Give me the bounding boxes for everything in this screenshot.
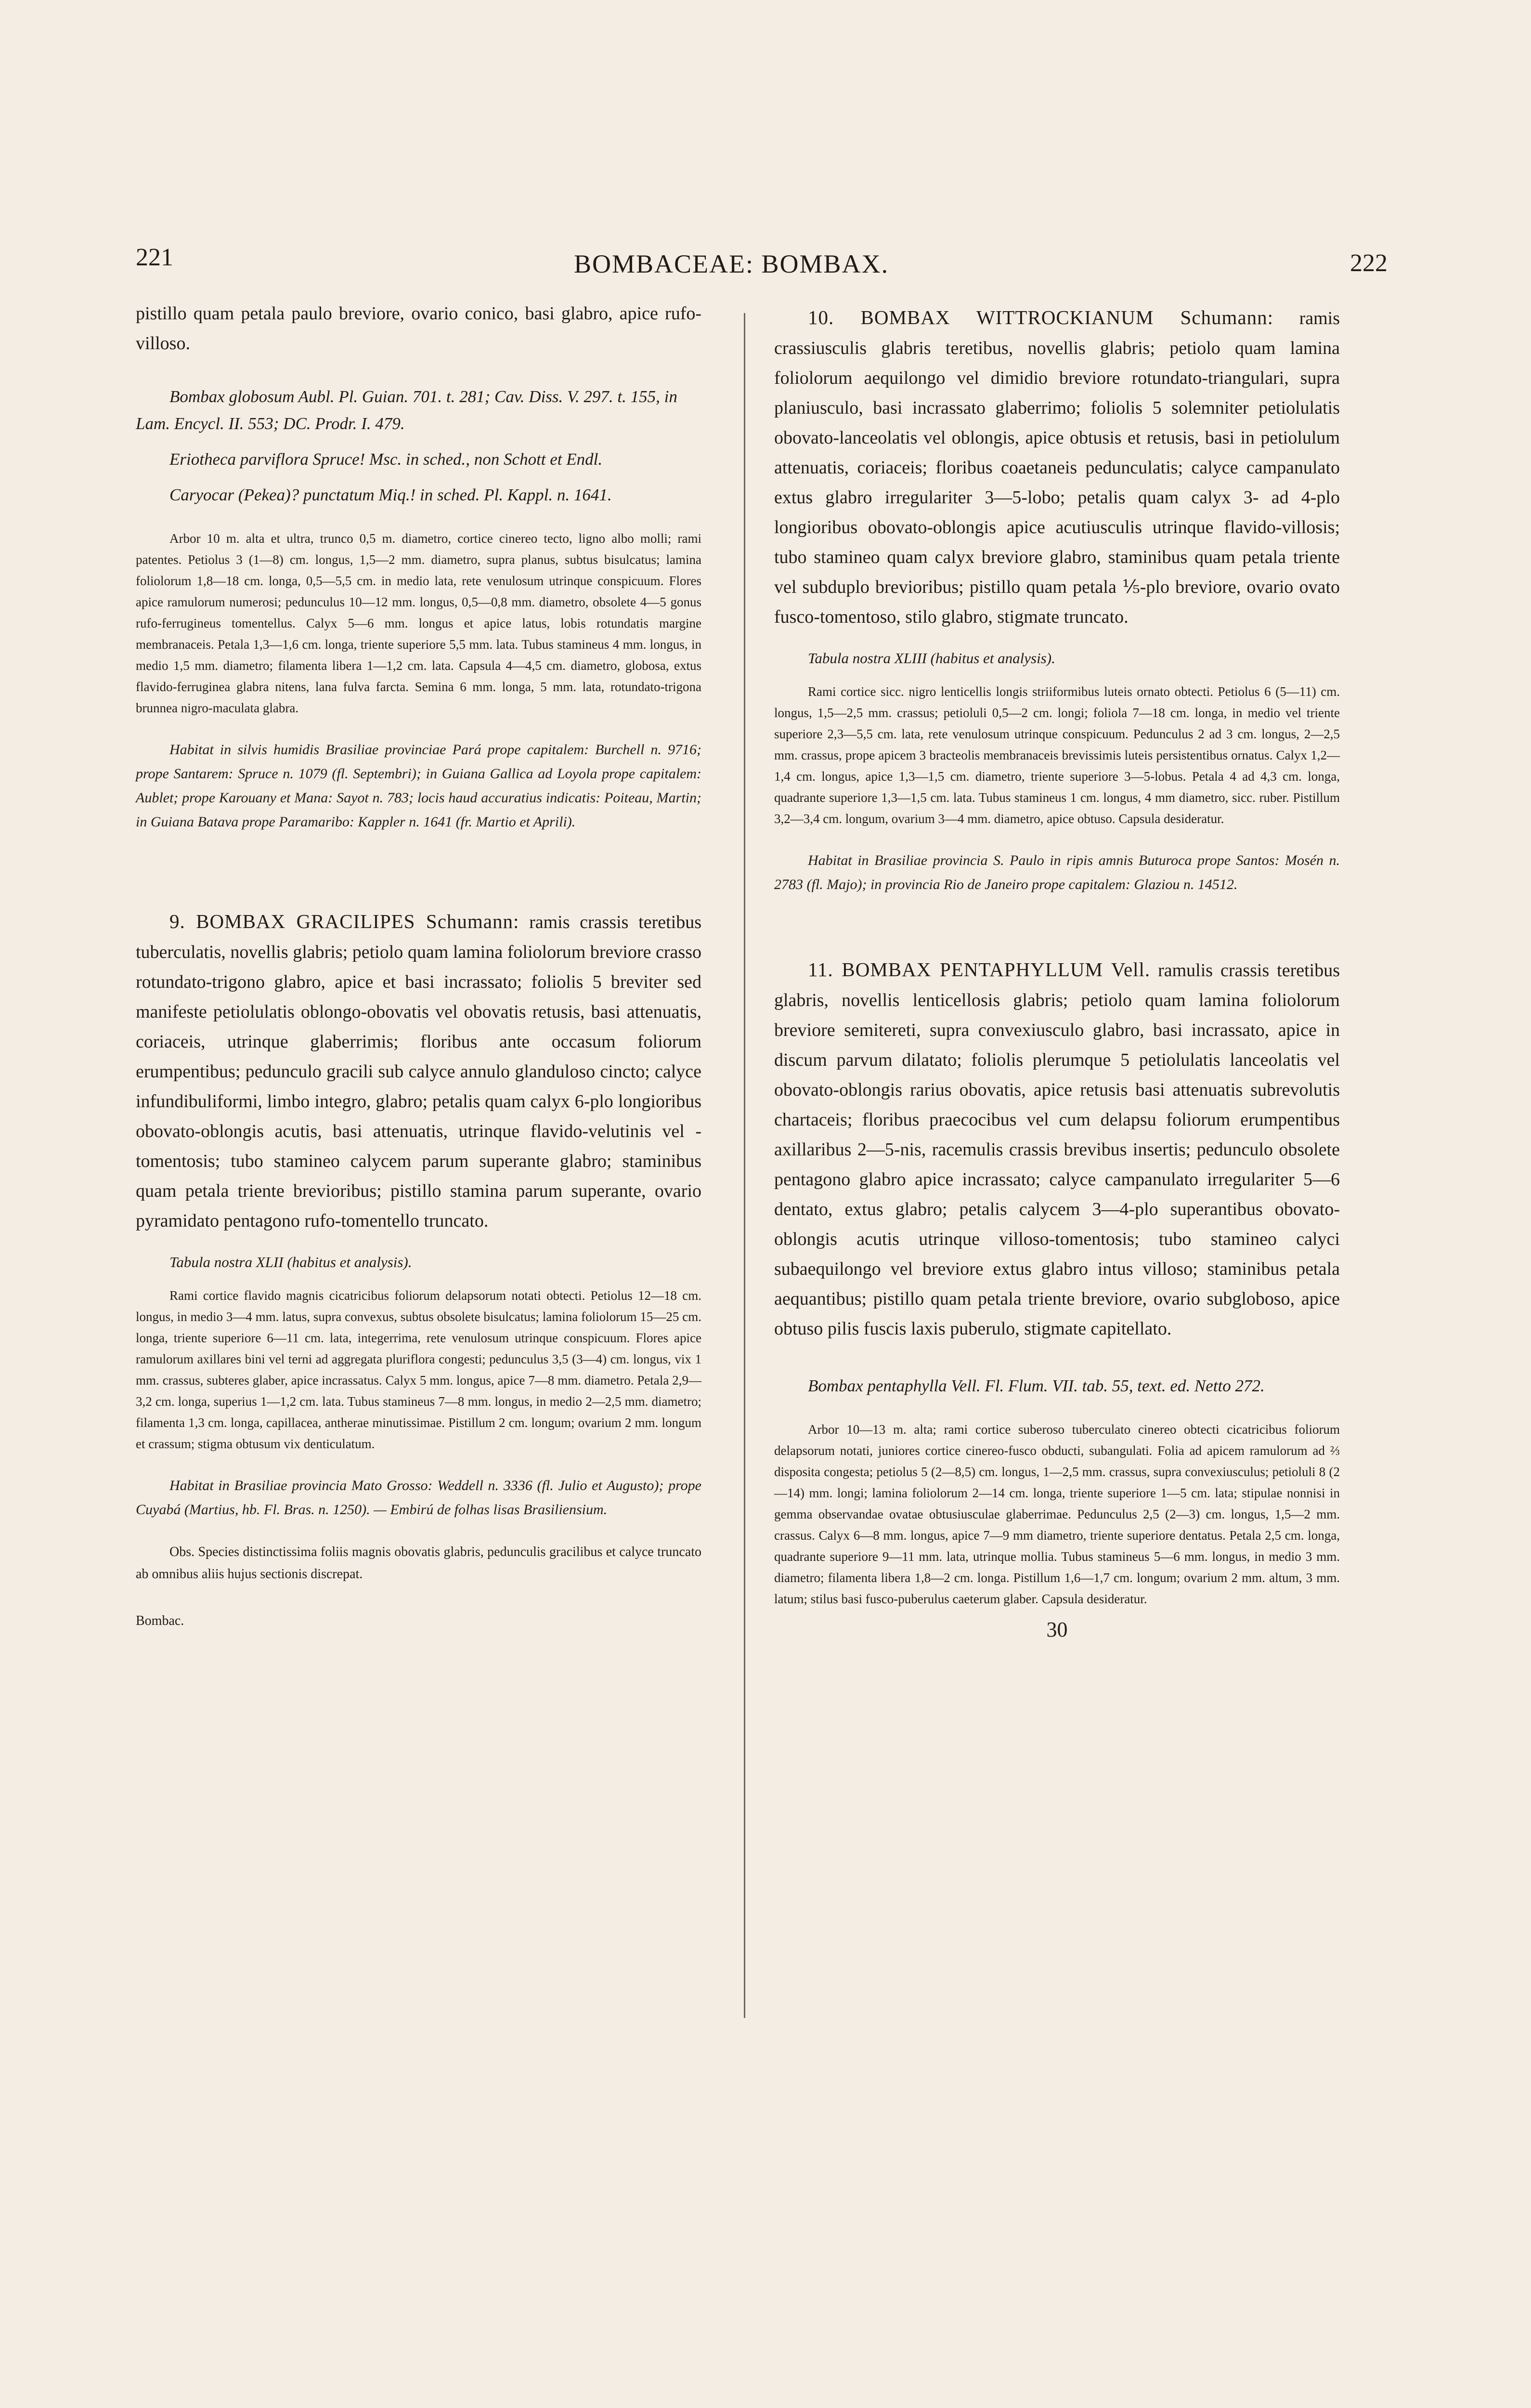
left-column bbox=[136, 299, 701, 1629]
habitat-paragraph: Habitat in Brasiliae provincia Mato Grosso: Weddell n. 3336 (fl. Julio et Augusto); prope Cuyabá (Martius, hb. Fl. Bras. n. 1250). — Embirú de folhas lisas Brasiliensium. bbox=[136, 1478, 701, 1518]
habitat-paragraph: Habitat in Brasiliae provincia S. Paulo in ripis amnis Buturoca prope Santos: Mosén n. 2783 (fl. Majo); in provincia Rio de Janeiro prope capitalem: Glaziou n. 14512. bbox=[774, 852, 1340, 892]
page-header bbox=[136, 243, 1388, 282]
species-10-title: 10. BOMBAX WITTROCKIANUM Schumann: bbox=[808, 306, 1274, 328]
species-9-diagnosis: ramis crassis teretibus tuberculatis, novellis glabris; petiolo quam lamina foliolorum breviore crasso rotundato-trigono glabro, apice et basi incrassato; foliolis 5 breviter sed manifeste petiolulatis oblongo-obovatis vel obovatis retusis, basi attenuatis, coriaceis, utrinque glaberrimis; floribus ante occasum foliorum erumpentibus; pedunculo gracili sub calyce annulo glanduloso cincto; calyce infundibuliformi, limbo integro, glabro; petalis quam calyx 6-plo longioribus obovato-oblongis acutis, basi attenuatis, utrinque flavido-velutinis vel -tomentosis; tubo stamineo calycem parum superante glabro; staminibus quam petala triente brevioribus; pistillo stamina parum superante, ovario pyramidato pentagono rufo-tomentello truncato. bbox=[136, 912, 701, 1231]
species-11-diagnosis: ramulis crassis teretibus glabris, novellis lenticellosis glabris; petiolo quam lamina foliolorum breviore semitereti, supra convexiusculo glabro, basi incrassato, apice in discum parvum dilatato; foliolis plerumque 5 petiolulatis lanceolatis vel obovato-oblongis rarius obovatis, apice retusis basi attenuatis subrevolutis chartaceis; floribus praecocibus vel cum delapsu foliorum erumpentibus axillaribus 2—5-nis, racemulis crassis brevibus insertis; pedunculo obsolete pentagono glabro apice incrassato; calyce campanulato irregulariter 5—6 dentato, extus glabro; petalis calycem 3—4-plo superantibus obovato-oblongis acutis utrinque villoso-tomentosis; tubo stamineo calyci subaequilongo vel breviore extus glabro intus villoso; staminibus petala aequantibus; pistillo quam petala triente breviore, ovario subgloboso, apice obtuso pilis fuscis laxis puberulo, stigmate capitellato. bbox=[774, 960, 1340, 1339]
right-column bbox=[774, 299, 1340, 1642]
column-divider bbox=[744, 313, 745, 2018]
plate-reference: Tabula nostra XLII (habitus et analysis). bbox=[169, 1254, 412, 1270]
running-title: BOMBACEAE: BOMBAX. bbox=[574, 249, 889, 278]
observation-paragraph: Obs. Species distinctissima foliis magnis obovatis glabris, pedunculis gracilibus et calyce truncato ab omnibus aliis hujus sectionis discrepat. bbox=[136, 1544, 701, 1582]
description-paragraph: Rami cortice flavido magnis cicatricibus foliorum delapsorum notati obtecti. Petiolus 12—18 cm. longus, in medio 3—4 mm. latus, supra convexus, subtus obsolete bisulcatus; lamina foliolorum 15—25 cm. longa, triente superiore 6—11 cm. lata, integerrima, rete venulosum utrinque conspicuum. Flores apice ramulorum axillares bini vel terni ad aggregata pluriflora congesti; pedunculus 3,5 (3—4) cm. longus, vix 1 mm. crassus, subteres glaber, apice incrassatus. Calyx 5 mm. longus, apice 7—8 mm. diametro. Petala 2,9—3,2 cm. longa, superius 1—1,2 cm. lata. Tubus stamineus 7—8 mm. longus, in medio 2—2,5 mm. diametro; filamenta 1,3 cm. longa, capillacea, antherae minutissimae. Pistillum 2 cm. longum; ovarium 2 mm. longum et crassum; stigma obtusum vix denticulatum. bbox=[136, 1288, 701, 1451]
page-number-left: 221 bbox=[136, 244, 173, 271]
description-paragraph: Arbor 10—13 m. alta; rami cortice suberoso tuberculato cinereo obtecti cicatricibus foliorum delapsorum notati, juniores cortice cinereo-fusco obducti, subangulati. Folia ad apicem ramulorum ad ⅔ disposita congesta; petiolus 5 (2—8,5) cm. longus, 1—2,5 mm. crassus, supra convexiusculus; petioluli 8 (2—14) mm. longi; lamina foliolorum 2—14 cm. longa, triente superiore 1—5 cm. lata; stipulae nonnisi in gemma observandae ovatae obtusiusculae glaberrimae. Pedunculus 2,5 (2—3) cm. longus, 1,5—2 mm. crassus. Calyx 6—8 mm. longus, apice 7—9 mm diametro, triente superiore dentatus. Petala 2,5 cm. longa, quadrante superiore 9—11 mm. lata, utrinque mollia. Tubus stamineus 5—6 mm. longus, in medio 3 mm. diametro; filamenta libera 1,8—2 cm. longa. Pistillum 1,6—1,7 cm. longum; ovarium 2 mm. altum, 3 mm. latum; stilus basi fusco-puberulus caeterum glaber. Capsula desideratur. bbox=[774, 1422, 1340, 1606]
citations-block bbox=[136, 383, 701, 509]
species-9-block bbox=[136, 906, 701, 1236]
citation: Bombax globosum Aubl. Pl. Guian. 701. t. 281; Cav. Diss. V. 297. t. 155, in Lam. Encycl. II. 553; DC. Prodr. I. 479. bbox=[136, 387, 677, 433]
species-11-title: 11. BOMBAX PENTAPHYLLUM Vell. bbox=[808, 958, 1151, 981]
species-11-block bbox=[774, 955, 1340, 1344]
species-9-title: 9. BOMBAX GRACILIPES Schumann: bbox=[169, 910, 519, 932]
citation: Bombax pentaphylla Vell. Fl. Flum. VII. tab. 55, text. ed. Netto 272. bbox=[808, 1376, 1265, 1395]
habitat-paragraph: Habitat in silvis humidis Brasiliae provinciae Pará prope capitalem: Burchell n. 9716; prope Santarem: Spruce n. 1079 (fl. Septembri); in Guiana Gallica ad Loyola prope capitalem: Aublet; prope Karouany et Mana: Sayot n. 783; locis haud accuratius indicatis: Poiteau, Martin; in Guiana Batava prope Paramaribo: Kappler n. 1641 (fr. Martio et Aprili). bbox=[136, 742, 701, 830]
species-10-diagnosis: ramis crassiusculis glabris teretibus, novellis glabris; petiolo quam lamina foliolorum aequilongo vel dimidio breviore rotundato-triangulari, supra planiusculo, basi incrassato glaberrimo; foliolis 5 solemniter petiolulatis obovato-lanceolatis vel oblongis, apice obtusis et retusis, basi in petiolulum attenuatis, coriaceis; floribus coaetaneis pedunculatis; calyce campanulato extus glabro irregulariter 3—5-lobo; petalis quam calyx 3- ad 4-plo longioribus obovato-oblongis apice acutiusculis utrinque flavido-villosis; tubo stamineo quam calyx breviore glabro, staminibus quam petala triente vel subduplo brevioribus; pistillo quam petala ⅕-plo breviore, ovario ovato fusco-tomentoso, stilo glabro, stigmate truncato. bbox=[774, 308, 1340, 627]
intro-text: pistillo quam petala paulo breviore, ovario conico, basi glabro, apice rufo-villoso. bbox=[136, 303, 701, 353]
citation: Caryocar (Pekea)? punctatum Miq.! in sched. Pl. Kappl. n. 1641. bbox=[169, 485, 612, 504]
plate-reference: Tabula nostra XLIII (habitus et analysis). bbox=[808, 650, 1055, 667]
description-paragraph: Rami cortice sicc. nigro lenticellis longis striiformibus luteis ornato obtecti. Petiolus 6 (5—11) cm. longus, 1,5—2,5 mm. crassus; petioluli 0,5—2 cm. longi; foliola 7—18 cm. longa, in medio vel triente superiore 2,3—5,5 cm. lata, rete venulosum utrinque conspicuum. Pedunculus 2 ad 3 cm. longus, 2—2,5 mm. crassus, prope apicem 3 bracteolis membranaceis brevissimis luteis persistentibus ornatus. Calyx 1,2—1,4 cm. longus, apice 1,3—1,5 cm. diametro, triente superiore 3—5-lobus. Petala 4 ad 4,3 cm. longa, quadrante superiore 1,3—1,5 cm. lata. Tubus stamineus 1 cm. longus, 4 mm diametro, sicc. ruber. Pistillum 3,2—3,4 cm. longum, ovarium 3—4 mm. diametro, apice obtuso. Capsula desideratur. bbox=[774, 684, 1340, 826]
citations-block bbox=[774, 1373, 1340, 1400]
page-number-right: 222 bbox=[1350, 249, 1388, 277]
species-10-block bbox=[774, 302, 1340, 632]
signature-mark: Bombac. bbox=[136, 1613, 184, 1628]
description-paragraph: Arbor 10 m. alta et ultra, trunco 0,5 m. diametro, cortice cinereo tecto, ligno albo molli; rami patentes. Petiolus 3 (1—8) cm. longus, 1,5—2 mm. diametro, supra planus, subtus bisulcatus; lamina foliolorum 1,8—18 cm. longa, 0,5—5,5 cm. in medio lata, rete venulosum utrinque conspicuum. Flores apice ramulorum numerosi; pedunculus 10—12 mm. longus, 0,5—0,8 mm. diametro, obsolete 4—5 gonus rufo-ferrugineus tomentellus. Calyx 5—6 mm. longus et apice latus, lobis rotundatis margine membranaceis. Petala 1,3—1,6 cm. longa, triente superiore 5,5 mm. lata. Tubus stamineus 4 mm. longus, in medio 1,5 mm. diametro; filamenta libera 1—1,2 cm. lata. Capsula 4—4,5 cm. diametro, globosa, extus flavido-ferruginea glabra nitens, lana fulva farcta. Semina 6 mm. longa, 5 mm. lata, rotundato-trigona brunnea nigro-maculata glabra. bbox=[136, 531, 701, 715]
signature-number: 30 bbox=[1046, 1618, 1068, 1641]
citation: Eriotheca parviflora Spruce! Msc. in sched., non Schott et Endl. bbox=[169, 450, 603, 469]
